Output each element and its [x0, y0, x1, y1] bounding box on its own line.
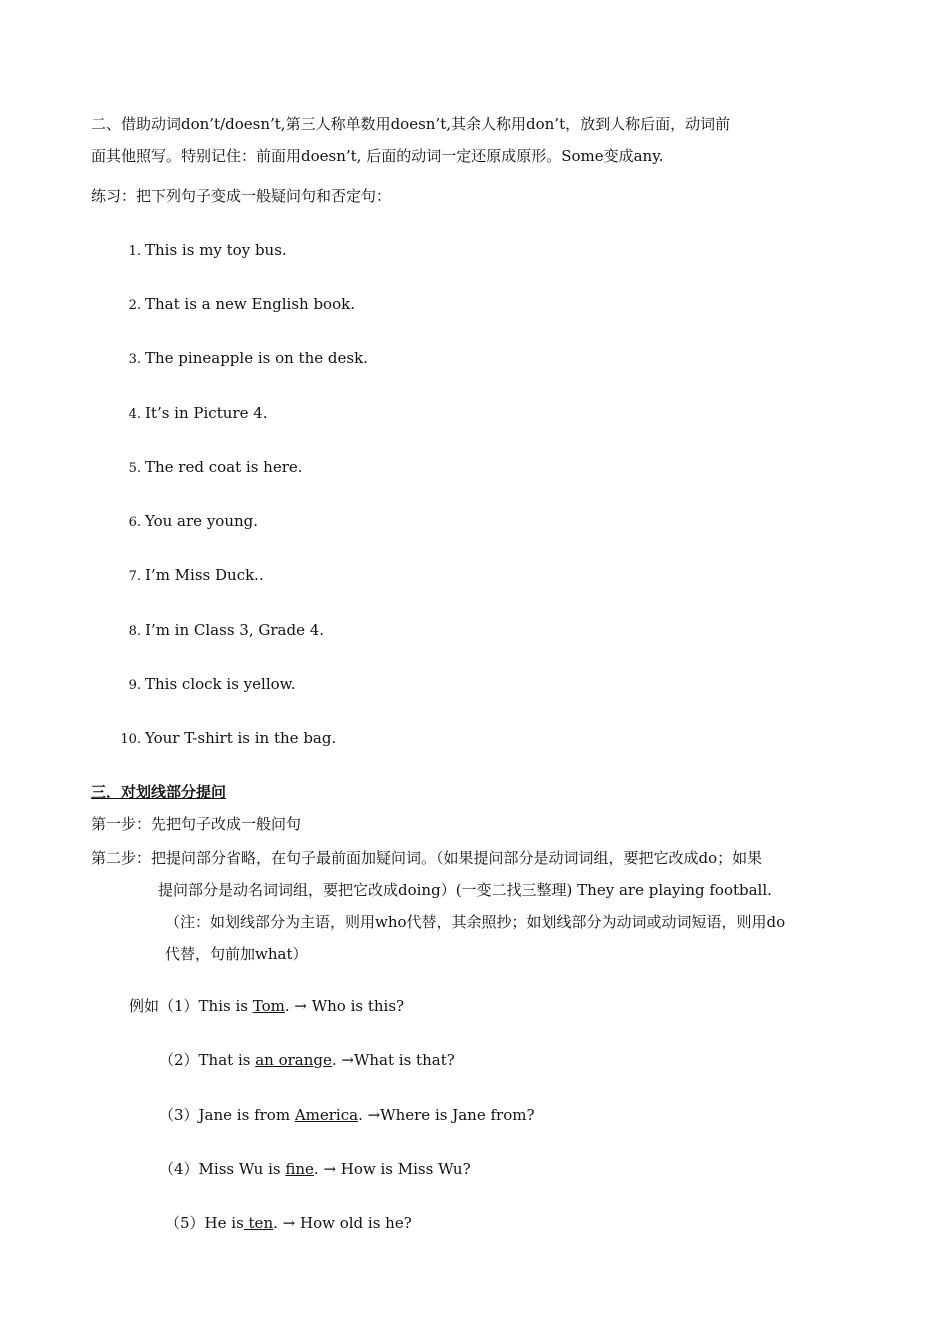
list-item — [116, 620, 324, 642]
example-4 — [159, 1159, 471, 1179]
list-item — [116, 565, 264, 587]
list-item-text: That is a new English book. — [145, 295, 355, 313]
example-3 — [159, 1105, 535, 1125]
example-underlined: an orange — [255, 1051, 332, 1069]
step1-text: 第一步：先把句子改成一般问句 — [91, 815, 302, 833]
list-item-number: 10. — [120, 732, 141, 747]
step2-block — [91, 842, 861, 970]
list-item — [116, 457, 303, 479]
step2-line2: 提问部分是动名词词组，要把它改成doing）(一变二找三整理) They are playing football. — [158, 881, 772, 899]
list-item-text: You are young. — [145, 512, 259, 530]
list-item-number: 1. — [128, 244, 141, 259]
example-prefix: （5）He is — [165, 1214, 244, 1232]
list-item-number: 4. — [128, 407, 141, 422]
list-item — [116, 240, 287, 262]
step2-line1: 第二步：把提问部分省略，在句子最前面加疑问词。（如果提问部分是动词词组，要把它改成do；如果 — [91, 849, 763, 867]
list-item-text: The pineapple is on the desk. — [145, 349, 368, 367]
example-prefix: （3）Jane is from — [159, 1106, 295, 1124]
list-item — [116, 348, 368, 370]
list-item — [116, 674, 295, 696]
example-suffix: . → How old is he? — [273, 1214, 412, 1232]
example-prefix: （2）That is — [159, 1051, 256, 1069]
list-item-number: 8. — [128, 624, 141, 639]
example-5 — [165, 1213, 412, 1233]
list-item-number: 5. — [128, 461, 141, 476]
section2-para-line1: 二、借助动词don’t/doesn’t,第三人称单数用doesn’t,其余人称用don’t，放到人称后面，动词前 — [91, 115, 731, 133]
list-item-text: I’m Miss Duck.. — [145, 566, 264, 584]
step2-line4: 代替，句前加what） — [165, 945, 308, 963]
list-item-number: 3. — [128, 352, 141, 367]
list-item-number: 9. — [128, 678, 141, 693]
example-underlined: Tom — [252, 997, 285, 1015]
list-item-text: This clock is yellow. — [145, 675, 296, 693]
list-item-number: 7. — [128, 569, 141, 584]
list-item — [116, 294, 355, 316]
section2-para-line2: 面其他照写。特别记住：前面用doesn’t, 后面的动词一定还原成原形。Some变成any. — [91, 147, 664, 165]
list-item-text: This is my toy bus. — [145, 241, 287, 259]
example-suffix: . → Who is this? — [284, 997, 405, 1015]
list-item-text: The red coat is here. — [145, 458, 303, 476]
list-item — [116, 511, 258, 533]
example-underlined: ten — [243, 1214, 274, 1232]
example-underlined: America — [294, 1106, 359, 1124]
list-item — [116, 728, 336, 750]
list-item-text: I’m in Class 3, Grade 4. — [145, 621, 325, 639]
list-item-number: 6. — [128, 515, 141, 530]
list-item-text: Your T-shirt is in the bag. — [145, 729, 337, 747]
example-prefix: 例如（1）This is — [129, 997, 253, 1015]
list-item-number: 2. — [128, 298, 141, 313]
example-suffix: . →Where is Jane from? — [358, 1106, 535, 1124]
list-item — [116, 403, 268, 425]
section3-heading: 三．对划线部分提问 — [91, 783, 227, 801]
example-2 — [159, 1050, 455, 1070]
example-prefix: （4）Miss Wu is — [159, 1160, 286, 1178]
example-suffix: . →What is that? — [331, 1051, 455, 1069]
example-underlined: fine — [285, 1160, 314, 1178]
step2-line3: （注：如划线部分为主语，则用who代替，其余照抄；如划线部分为动词或动词短语，则用do — [165, 913, 786, 931]
example-suffix: . → How is Miss Wu? — [313, 1160, 471, 1178]
list-item-text: It’s in Picture 4. — [145, 404, 268, 422]
example-1 — [129, 996, 404, 1016]
exercise-label: 练习：把下列句子变成一般疑问句和否定句： — [91, 187, 392, 205]
